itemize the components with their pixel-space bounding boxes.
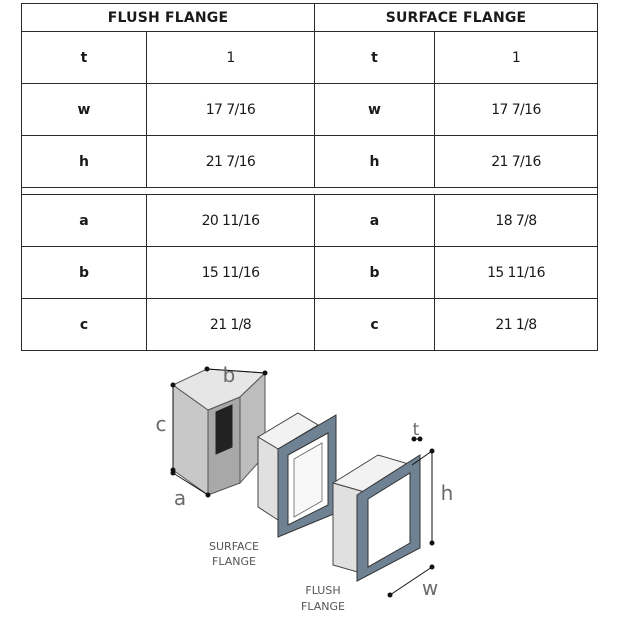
flush-dim-label: h bbox=[22, 136, 147, 188]
dim-h-label: h bbox=[440, 481, 454, 505]
double-rule bbox=[22, 188, 598, 195]
table-row bbox=[22, 136, 598, 188]
cutout-box bbox=[171, 367, 268, 498]
table-header-row bbox=[22, 4, 598, 32]
flush-dim-label: a bbox=[22, 195, 147, 247]
dim-w-label: w bbox=[421, 576, 439, 600]
flush-dim-value: 15 11/16 bbox=[147, 247, 315, 299]
flush-dim-value: 21 1/8 bbox=[147, 299, 315, 351]
table-row bbox=[22, 247, 598, 299]
surface-dim-value: 17 7/16 bbox=[435, 84, 598, 136]
flush-dim-value: 20 11/16 bbox=[147, 195, 315, 247]
dim-b-label: b bbox=[222, 363, 236, 387]
surface-dim-label: t bbox=[315, 32, 435, 84]
table-row bbox=[22, 195, 598, 247]
table-row bbox=[22, 84, 598, 136]
surface-dim-label: b bbox=[315, 247, 435, 299]
table-separator bbox=[22, 188, 598, 195]
surface-dim-value: 1 bbox=[435, 32, 598, 84]
surface-caption-line2: FLANGE bbox=[212, 555, 256, 568]
table-row bbox=[22, 32, 598, 84]
surface-dim-value: 18 7/8 bbox=[435, 195, 598, 247]
surface-dim-label: c bbox=[315, 299, 435, 351]
surface-flange-unit bbox=[258, 413, 336, 537]
surface-caption-line1: SURFACE bbox=[209, 540, 259, 553]
flush-dim-label: t bbox=[22, 32, 147, 84]
table-row bbox=[22, 299, 598, 351]
dimensions-table bbox=[21, 3, 598, 351]
dim-t-label: t bbox=[412, 420, 420, 440]
flush-dim-label: w bbox=[22, 84, 147, 136]
dim-c-label: c bbox=[155, 412, 167, 436]
surface-dim-value: 21 1/8 bbox=[435, 299, 598, 351]
dim-a-label: a bbox=[173, 486, 187, 510]
surface-dim-value: 21 7/16 bbox=[435, 136, 598, 188]
flush-caption-line1: FLUSH bbox=[305, 584, 341, 597]
surface-flange-header: SURFACE FLANGE bbox=[315, 4, 598, 32]
flange-diagram bbox=[0, 355, 619, 619]
surface-dim-label: a bbox=[315, 195, 435, 247]
flush-dim-label: b bbox=[22, 247, 147, 299]
flush-dim-value: 17 7/16 bbox=[147, 84, 315, 136]
flush-flange-header: FLUSH FLANGE bbox=[22, 4, 315, 32]
surface-dim-label: h bbox=[315, 136, 435, 188]
flush-dim-value: 1 bbox=[147, 32, 315, 84]
surface-dim-label: w bbox=[315, 84, 435, 136]
flush-dim-value: 21 7/16 bbox=[147, 136, 315, 188]
surface-dim-value: 15 11/16 bbox=[435, 247, 598, 299]
flush-dim-label: c bbox=[22, 299, 147, 351]
flush-caption-line2: FLANGE bbox=[301, 600, 345, 613]
flush-flange-unit bbox=[333, 437, 435, 598]
